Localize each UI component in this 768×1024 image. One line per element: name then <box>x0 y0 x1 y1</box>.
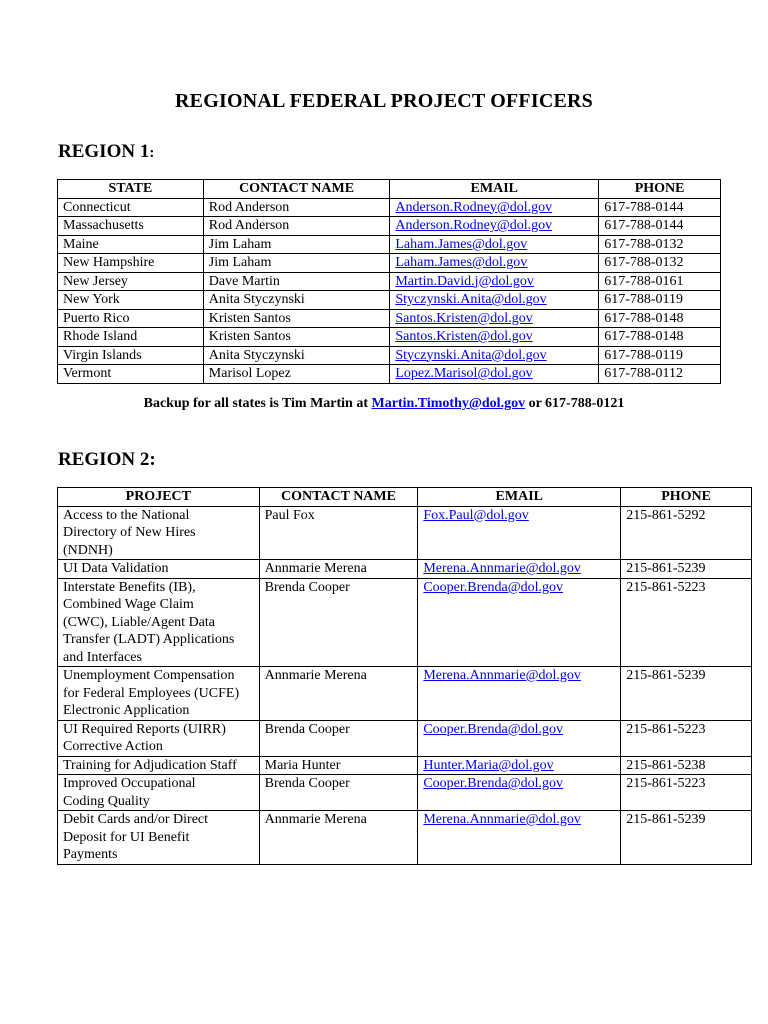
contact-name-cell: Kristen Santos <box>203 328 390 347</box>
phone-cell: 617-788-0119 <box>599 346 721 365</box>
email-cell <box>390 346 599 365</box>
region1-heading-text: REGION 1 <box>58 141 150 162</box>
table-row <box>58 560 752 579</box>
contact-name-cell: Brenda Cooper <box>259 578 418 667</box>
project-cell <box>58 775 260 811</box>
project-line: Debit Cards and/or Direct <box>63 812 209 827</box>
email-link[interactable]: Cooper.Brenda@dol.gov <box>423 776 563 791</box>
email-link[interactable]: Santos.Kristen@dol.gov <box>395 310 533 326</box>
contact-name-cell: Jim Laham <box>203 254 390 273</box>
phone-cell: 617-788-0119 <box>599 291 721 310</box>
table-row <box>58 365 721 384</box>
email-link[interactable]: Cooper.Brenda@dol.gov <box>423 721 563 737</box>
project-line: Coding Quality <box>63 793 150 809</box>
project-line: Payments <box>63 847 118 862</box>
table-row <box>58 346 721 365</box>
region2-header-row <box>58 488 752 507</box>
region1-header-row <box>58 180 721 199</box>
contact-name-cell: Rod Anderson <box>203 198 390 217</box>
email-cell <box>418 775 621 811</box>
column-header-contact-name: CONTACT NAME <box>259 488 418 507</box>
contact-name-cell: Marisol Lopez <box>203 365 390 384</box>
phone-cell: 617-788-0144 <box>599 198 721 217</box>
region1-heading <box>58 141 154 163</box>
phone-cell: 215-861-5223 <box>621 775 752 811</box>
email-link[interactable]: Lopez.Marisol@dol.gov <box>395 366 533 381</box>
backup-note <box>0 396 768 412</box>
state-cell: Maine <box>58 235 204 254</box>
backup-email-link[interactable]: Martin.Timothy@dol.gov <box>371 396 526 411</box>
contact-name-cell: Anita Styczynski <box>203 346 390 365</box>
phone-cell: 215-861-5292 <box>621 506 752 560</box>
table-row <box>58 811 752 865</box>
project-line: for Federal Employees (UCFE) <box>63 685 240 701</box>
table-row <box>58 720 752 756</box>
email-link[interactable]: Merena.Annmarie@dol.gov <box>423 812 581 827</box>
column-header-email: EMAIL <box>418 488 621 507</box>
contact-name-cell: Rod Anderson <box>203 217 390 236</box>
table-row <box>58 756 752 775</box>
contact-name-cell: Jim Laham <box>203 235 390 254</box>
project-line: Deposit for UI Benefit <box>63 829 190 845</box>
email-cell <box>390 254 599 273</box>
project-cell <box>58 811 260 865</box>
page-title: REGIONAL FEDERAL PROJECT OFFICERS <box>175 90 593 112</box>
project-line: Unemployment Compensation <box>63 668 235 683</box>
project-line: UI Data Validation <box>63 561 169 576</box>
email-cell <box>418 756 621 775</box>
contact-name-cell: Kristen Santos <box>203 309 390 328</box>
phone-cell: 215-861-5238 <box>621 756 752 775</box>
column-header-project: PROJECT <box>58 488 260 507</box>
project-line: Interstate Benefits (IB), <box>63 579 196 595</box>
backup-prefix: Backup for all states is Tim Martin at <box>143 396 372 411</box>
project-line: Transfer (LADT) Applications <box>63 632 235 647</box>
contact-name-cell: Brenda Cooper <box>259 720 418 756</box>
email-link[interactable]: Anderson.Rodney@dol.gov <box>395 199 553 215</box>
table-row <box>58 328 721 347</box>
table-row <box>58 291 721 310</box>
email-cell <box>390 198 599 217</box>
table-row <box>58 578 752 667</box>
email-link[interactable]: Hunter.Maria@dol.gov <box>423 757 554 773</box>
region1-table <box>57 179 721 384</box>
email-cell <box>390 291 599 310</box>
project-line: UI Required Reports (UIRR) <box>63 721 226 737</box>
project-line: (NDNH) <box>63 542 113 558</box>
phone-cell: 215-861-5239 <box>621 811 752 865</box>
phone-cell: 215-861-5223 <box>621 578 752 667</box>
project-cell <box>58 506 260 560</box>
contact-name-cell: Annmarie Merena <box>259 560 418 579</box>
state-cell: Massachusetts <box>58 217 204 236</box>
table-row <box>58 254 721 273</box>
region2-table <box>57 487 752 865</box>
email-cell <box>418 720 621 756</box>
phone-cell: 617-788-0144 <box>599 217 721 236</box>
email-link[interactable]: Fox.Paul@dol.gov <box>423 507 529 523</box>
table-row <box>58 775 752 811</box>
email-link[interactable]: Styczynski.Anita@dol.gov <box>395 347 547 363</box>
phone-cell: 617-788-0132 <box>599 254 721 273</box>
contact-name-cell: Annmarie Merena <box>259 667 418 721</box>
email-cell <box>418 506 621 560</box>
email-cell <box>390 235 599 254</box>
contact-name-cell: Brenda Cooper <box>259 775 418 811</box>
project-line: Corrective Action <box>63 739 163 754</box>
contact-name-cell: Annmarie Merena <box>259 811 418 865</box>
email-link[interactable]: Anderson.Rodney@dol.gov <box>395 218 553 233</box>
project-line: Improved Occupational <box>63 776 196 791</box>
email-link[interactable]: Laham.James@dol.gov <box>395 255 528 270</box>
contact-name-cell: Dave Martin <box>203 272 390 291</box>
email-cell <box>418 578 621 667</box>
state-cell: Rhode Island <box>58 328 204 347</box>
email-link[interactable]: Styczynski.Anita@dol.gov <box>395 292 547 307</box>
state-cell: Virgin Islands <box>58 346 204 365</box>
project-line: Combined Wage Claim <box>63 597 194 612</box>
column-header-phone: PHONE <box>621 488 752 507</box>
phone-cell: 215-861-5223 <box>621 720 752 756</box>
project-cell <box>58 756 260 775</box>
region2-heading: REGION 2: <box>58 449 156 470</box>
email-link[interactable]: Cooper.Brenda@dol.gov <box>423 579 563 595</box>
contact-name-cell: Maria Hunter <box>259 756 418 775</box>
phone-cell: 617-788-0148 <box>599 328 721 347</box>
email-link[interactable]: Santos.Kristen@dol.gov <box>395 329 533 344</box>
email-link[interactable]: Merena.Annmarie@dol.gov <box>423 561 581 576</box>
project-line: (CWC), Liable/Agent Data <box>63 614 216 630</box>
email-cell <box>418 811 621 865</box>
table-row <box>58 272 721 291</box>
table-row <box>58 217 721 236</box>
column-header-contact-name: CONTACT NAME <box>203 180 390 199</box>
email-link[interactable]: Merena.Annmarie@dol.gov <box>423 668 581 683</box>
column-header-state: STATE <box>58 180 204 199</box>
column-header-email: EMAIL <box>390 180 599 199</box>
email-cell <box>418 667 621 721</box>
email-cell <box>390 365 599 384</box>
phone-cell: 617-788-0112 <box>599 365 721 384</box>
phone-cell: 617-788-0161 <box>599 272 721 291</box>
state-cell: Puerto Rico <box>58 309 204 328</box>
backup-suffix: or 617-788-0121 <box>525 396 625 411</box>
contact-name-cell: Paul Fox <box>259 506 418 560</box>
state-cell: New Hampshire <box>58 254 204 273</box>
contact-name-cell: Anita Styczynski <box>203 291 390 310</box>
table-row <box>58 506 752 560</box>
state-cell: Connecticut <box>58 198 204 217</box>
phone-cell: 215-861-5239 <box>621 667 752 721</box>
project-line: Training for Adjudication Staff <box>63 757 237 773</box>
column-header-phone: PHONE <box>599 180 721 199</box>
table-row <box>58 198 721 217</box>
phone-cell: 215-861-5239 <box>621 560 752 579</box>
project-cell <box>58 720 260 756</box>
region1-heading-colon: : <box>149 145 155 161</box>
email-cell <box>390 309 599 328</box>
email-link[interactable]: Laham.James@dol.gov <box>395 236 528 252</box>
state-cell: Vermont <box>58 365 204 384</box>
project-line: Access to the National <box>63 507 190 523</box>
project-cell <box>58 560 260 579</box>
email-link[interactable]: Martin.David.j@dol.gov <box>395 273 534 289</box>
state-cell: New York <box>58 291 204 310</box>
project-cell <box>58 667 260 721</box>
table-row <box>58 235 721 254</box>
phone-cell: 617-788-0132 <box>599 235 721 254</box>
email-cell <box>390 272 599 291</box>
project-line: and Interfaces <box>63 649 142 665</box>
phone-cell: 617-788-0148 <box>599 309 721 328</box>
email-cell <box>390 217 599 236</box>
email-cell <box>418 560 621 579</box>
project-line: Electronic Application <box>63 703 190 718</box>
table-row <box>58 667 752 721</box>
project-line: Directory of New Hires <box>63 525 196 540</box>
project-cell <box>58 578 260 667</box>
state-cell: New Jersey <box>58 272 204 291</box>
table-row <box>58 309 721 328</box>
email-cell <box>390 328 599 347</box>
